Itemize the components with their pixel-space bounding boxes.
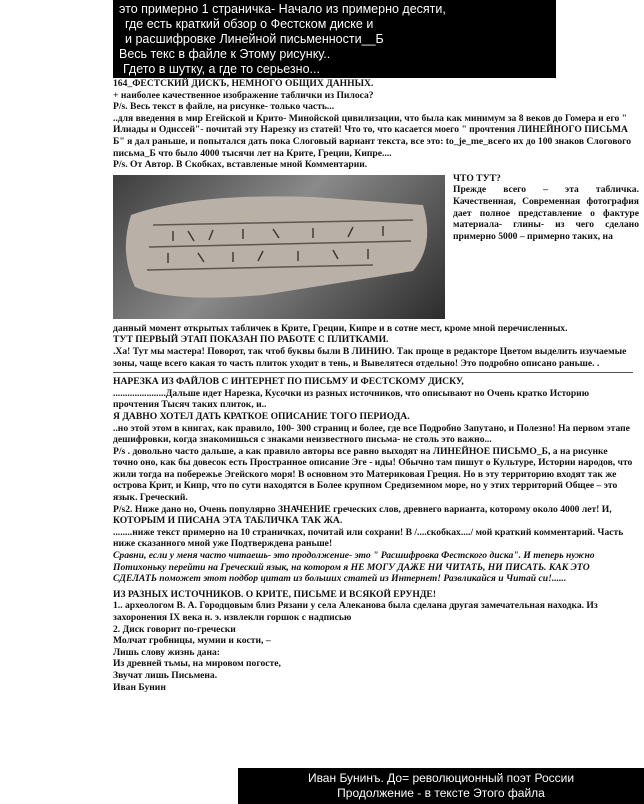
section2-heading: НАРЕЗКА ИЗ ФАЙЛОВ С ИНТЕРНЕТ ПО ПИСЬМУ И ФЕСТСКОМУ ДИСКУ, bbox=[113, 376, 464, 388]
tablet-photo bbox=[113, 175, 445, 319]
section2-paragraph: Я ДАВНО ХОТЕЛ ДАТЬ КРАТКОЕ ОПИСАНИЕ ТОГО ПЕРИОДА. bbox=[113, 410, 410, 422]
poem-line: Лишь слову жизнь дана: bbox=[113, 646, 221, 658]
section3-heading: ИЗ РАЗНЫХ ИСТОЧНИКОВ. О КРИТЕ, ПИСЬМЕ И ВСЯКОЙ ЕРУНДЕ! bbox=[113, 588, 437, 600]
bottom-banner-line: Иван Бунинъ. До= революционный поэт России bbox=[307, 771, 575, 785]
intro-line: + наиболее качественное изображение таблички из Пилоса? bbox=[113, 89, 374, 101]
photo-caption bbox=[453, 173, 639, 243]
clay-tablet-image bbox=[113, 175, 445, 319]
photo-caption-title: ЧТО ТУТ? bbox=[453, 172, 501, 184]
top-banner-line: это примерно 1 страничка- Начало из примерно десяти, bbox=[119, 2, 446, 16]
section2-paragraph: P/s2. Ниже дано но, Очень популярно ЗНАЧЕНИЕ греческих слов, древнего варианта, которому около 4000 лет! И, КОТОРЫМ И ПИСАНА ЭТА ТАБЛИЧКА ТАК ЖА. bbox=[113, 503, 612, 527]
stage-heading: ТУТ ПЕРВЫЙ ЭТАП ПОКАЗАН ПО РАБОТЕ С ПЛИТКАМИ. bbox=[113, 334, 389, 346]
photo-caption-text: Прежде всего – эта табличка. Качественная, Современная фотография дает полное представление о фактуре материала- глины- из чего сделано примерно 5000 – примерно таких, на bbox=[453, 184, 639, 242]
doc-heading: 164_ФЕСТСКИЙ ДИСКЪ, НЕМНОГО ОБЩИХ ДАННЫХ. bbox=[113, 78, 374, 89]
top-banner-line: где есть краткий обзор о Фестском диске и bbox=[125, 17, 374, 31]
top-banner-line: Гдето в шутку, а где то серьезно... bbox=[123, 62, 320, 76]
section2-paragraph: ........ниже текст примерно на 10 страничках, почитай или сохрани! В /....скобках..../ мой краткий комментарий. Часть ниже сказанного мной уже Подтверждена раньше! bbox=[113, 526, 624, 550]
poem-line: Звучат лишь Письмена. bbox=[113, 669, 218, 681]
section3-paragraph: 2. Диск говорит по-гречески bbox=[113, 623, 236, 635]
stage-text: .Ха! Тут мы мастера! Поворот, так чтоб буквы были В ЛИНИЮ. Так проще в редакторе Цветом выделить изучаемые зоны, чаще всего какая то часть плиток уходит в тень, и Вывелятеся отдельно! Это подробно описано раньше. . bbox=[113, 345, 627, 369]
poem-line: Из древней тьмы, на мировом погосте, bbox=[113, 658, 281, 670]
bottom-banner-line: Продолжение - в тексте Этого файла bbox=[337, 786, 545, 800]
divider bbox=[113, 372, 633, 373]
photo-row bbox=[113, 172, 639, 323]
intro-line: ..для введения в мир Егейской и Крито- Минойской цивилизации, что была как минимум за 8 веков до Гомера и его " Илиады и Одиссей"- почитай эту Нарезку из статей! Что то, что касается моего " прочтения ЛИНЕЙНОГО ПИСЬМА Б" я дал раньше, и попытался дать пока Слоговый вариант текста, все это: to_je_me_всего их до 100 знаков Слогового письма_Б что было 4000 тысячи лет на Крите, Греции, Кипре.... bbox=[113, 112, 632, 159]
intro-line: P/s. Весь текст в файле, на рисунке- только часть... bbox=[113, 101, 335, 113]
section2-paragraph: ..но этой этом в книгах, как правило, 100- 300 страниц и более, где все Подробно Запутано, и Полезно! На первом этапе дешифровки, когда знакомишься с знаками неизвестного письма- не столь это важно... bbox=[113, 422, 630, 446]
poem-line: Молчат гробницы, мумии и кости, – bbox=[113, 635, 271, 647]
section2-paragraph: P/s . довольно часто дальше, а как правило авторы все равно выходят на ЛИНЕЙНОЕ ПИСЬМО_Б, а на рисунке точно оно, как бы довесок есть Пространное описание Эге - иды! Обычно там пишут о Культуре, Истории народов, что жили тогда на побережье Эгейского моря! В основном это Материковая Греция. Но в эту территорию входят так же острова Крит, и Кипр, что по сути находятся в Более крупном Средиземном море, но у этих территорий Общее – это язык. Греческий. bbox=[113, 445, 633, 504]
intro-line: P/s. От Автор. В Скобках, вставленые мной Комментарии. bbox=[113, 159, 368, 171]
bottom-banner bbox=[238, 768, 644, 804]
document-page bbox=[113, 78, 639, 693]
section2-paragraph: ......................Дальше идет Нарезка, Кусочки из разных источников, что описывают но Очень кратко Историю прочтения Тысяч таких плиток, и.. bbox=[113, 387, 590, 411]
poem-line: Иван Бунин bbox=[113, 681, 166, 693]
top-banner-line: Весь текс в файле к Этому рисунку.. bbox=[119, 47, 331, 61]
section2-paragraph: Сравни, если у меня часто читаешь- это продолжение- это " Расшифровка Фестского диска". И теперь нужно Потихоньку перейти на Греческий язык, на котором я НЕ МОГУ ДАЖЕ НИ ЧИТАТЬ, НИ ПИСАТЬ. КАК ЭТО СДЕЛАТЬ поможет этот подбор цитат из больших статей из Интернет! Развликайся и Читай си!...... bbox=[113, 550, 595, 585]
top-banner bbox=[113, 0, 556, 78]
top-banner-line: и расшифровке Линейной письменности__Б bbox=[125, 32, 384, 46]
section3-paragraph: 1.. археологом В. А. Городцовым близ Рязани у села Алекановa была сделана другая замечательная находка. Из захоронения IX века н. э. извлекли горшок с надписью bbox=[113, 600, 598, 623]
after-photo-text: данный момент открытых табличек в Крите, Греции, Кипре и в сотне мест, кроме мной перечисленных. bbox=[113, 322, 568, 334]
